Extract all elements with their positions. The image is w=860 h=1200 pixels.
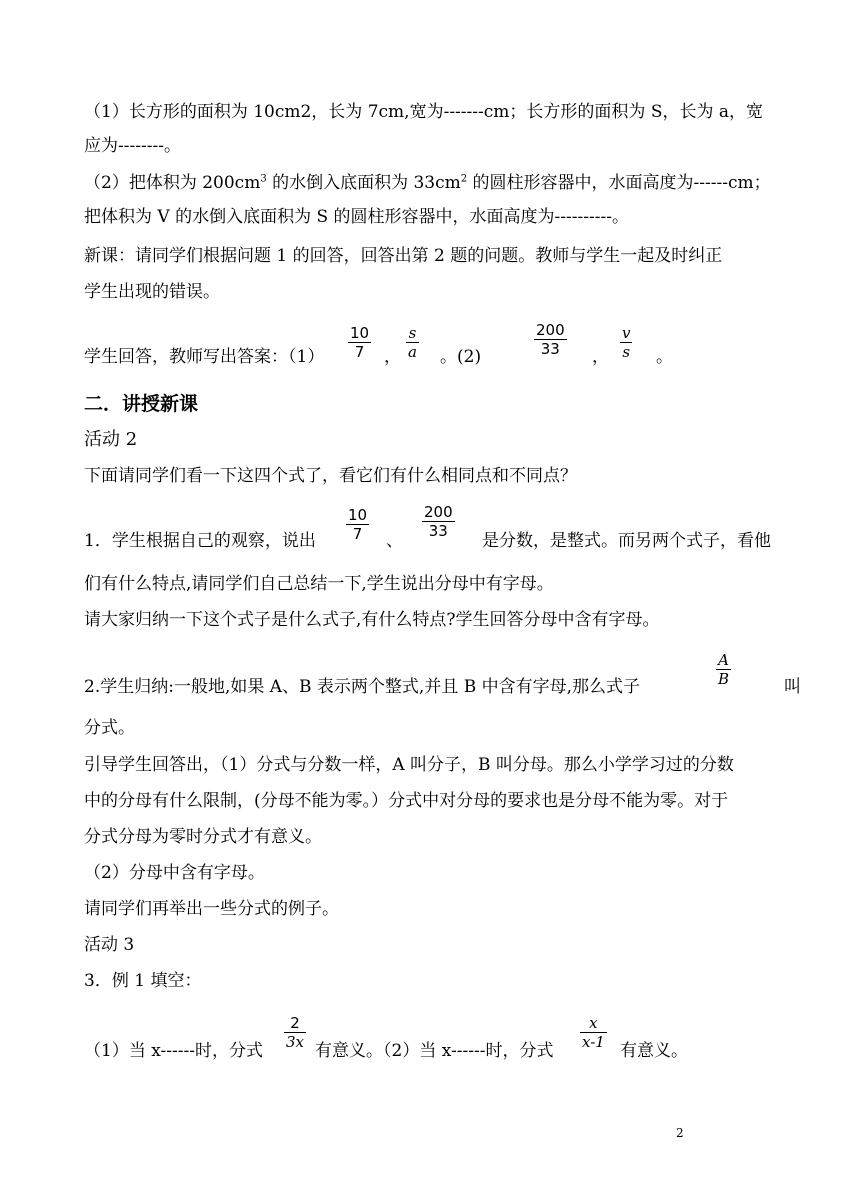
numerator: x bbox=[589, 1014, 598, 1032]
line-9-sep: 、 bbox=[386, 531, 403, 551]
fraction-200-33-b bbox=[422, 504, 455, 539]
fraction-s-a bbox=[406, 325, 419, 360]
line-3 bbox=[84, 172, 771, 194]
fraction-x-x-1 bbox=[580, 1015, 607, 1050]
denominator: B bbox=[718, 670, 730, 688]
line-18: 请同学们再举出一些分式的例子。 bbox=[84, 899, 339, 919]
line-2: 应为--------。 bbox=[84, 136, 181, 156]
numerator: s bbox=[408, 324, 417, 342]
line-20-part-b: 有意义。（2）当 x------时，分式 bbox=[315, 1041, 554, 1061]
numerator: v bbox=[622, 324, 631, 342]
superscript-3: 3 bbox=[260, 173, 267, 185]
fraction-a-b bbox=[716, 652, 731, 687]
line-9-part-c: 是分数，是整式。而另两个式子，看他 bbox=[482, 531, 771, 551]
line-6: 学生出现的错误。 bbox=[84, 282, 220, 302]
denominator: 33 bbox=[540, 340, 560, 358]
denominator: 3x bbox=[286, 1033, 305, 1051]
comma-2: ， bbox=[592, 347, 609, 367]
line-4: 把体积为 V 的水倒入底面积为 S 的圆柱形容器中，水面高度为----------。 bbox=[84, 207, 629, 227]
denominator: s bbox=[622, 343, 631, 361]
denominator: x-1 bbox=[582, 1033, 605, 1051]
denominator: 33 bbox=[428, 522, 448, 540]
fraction-10-7-b bbox=[346, 507, 369, 542]
comma-1: ， bbox=[384, 347, 401, 367]
line-3-part-c: 的圆柱形容器中，水面高度为------cm； bbox=[467, 173, 771, 193]
line-17: （2）分母中含有字母。 bbox=[84, 863, 265, 883]
numerator: 10 bbox=[348, 506, 368, 524]
line-9-part-a: 1．学生根据自己的观察，说出 bbox=[84, 531, 316, 551]
line-20-part-a: （1）当 x------时，分式 bbox=[84, 1041, 263, 1061]
period-2: 。(2) bbox=[440, 347, 482, 367]
line-12-end: 叫 bbox=[784, 677, 801, 697]
denominator: a bbox=[408, 343, 417, 361]
activity-2-heading: 活动 2 bbox=[84, 429, 138, 450]
line-19: 3．例 1 填空： bbox=[84, 971, 202, 991]
line-8: 下面请同学们看一下这四个式了，看它们有什么相同点和不同点？ bbox=[84, 466, 577, 486]
numerator: 200 bbox=[424, 503, 453, 521]
denominator: 7 bbox=[354, 343, 365, 361]
superscript-2: 2 bbox=[460, 173, 468, 185]
numerator: A bbox=[718, 651, 729, 669]
line-15: 中的分母有什么限制，(分母不能为零。）分式中对分母的要求也是分母不能为零。对于 bbox=[84, 791, 729, 811]
fraction-200-33 bbox=[534, 322, 567, 357]
numerator: 200 bbox=[536, 321, 565, 339]
line-16: 分式分母为零时分式才有意义。 bbox=[84, 827, 322, 847]
line-5: 新课：请同学们根据问题 1 的回答，回答出第 2 题的问题。教师与学生一起及时纠正 bbox=[84, 246, 723, 266]
line-3-part-a: （2）把体积为 200cm bbox=[84, 173, 261, 193]
line-11: 请大家归纳一下这个式子是什么式子,有什么特点?学生回答分母中含有字母。 bbox=[84, 610, 660, 630]
page-number: 2 bbox=[676, 1126, 684, 1140]
line-3-part-b: 的水倒入底面积为 33cm bbox=[266, 173, 461, 193]
line-20-part-c: 有意义。 bbox=[620, 1041, 688, 1061]
line-13: 分式。 bbox=[84, 718, 135, 738]
line-7-text: 学生回答，教师写出答案：（1） bbox=[84, 347, 325, 367]
activity-3-heading: 活动 3 bbox=[84, 935, 135, 955]
line-1: （1）长方形的面积为 10cm2，长为 7cm,宽为-------cm；长方形的面积为 S，长为 a，宽 bbox=[84, 102, 764, 122]
line-10: 们有什么特点,请同学们自己总结一下,学生说出分母中有字母。 bbox=[84, 574, 554, 594]
denominator: 7 bbox=[352, 525, 363, 543]
fraction-v-s bbox=[620, 325, 632, 360]
period-3: 。 bbox=[656, 347, 673, 367]
section-heading: 二．讲授新课 bbox=[84, 393, 199, 415]
numerator: 2 bbox=[290, 1014, 300, 1032]
line-12-text: 2.学生归纳:一般地,如果 A、B 表示两个整式,并且 B 中含有字母,那么式子 bbox=[84, 677, 641, 697]
line-14: 引导学生回答出，（1）分式与分数一样，A 叫分子，B 叫分母。那么小学学习过的分数 bbox=[84, 755, 734, 775]
numerator: 10 bbox=[350, 324, 370, 342]
fraction-10-7 bbox=[348, 325, 371, 360]
fraction-2-3x bbox=[284, 1015, 306, 1050]
